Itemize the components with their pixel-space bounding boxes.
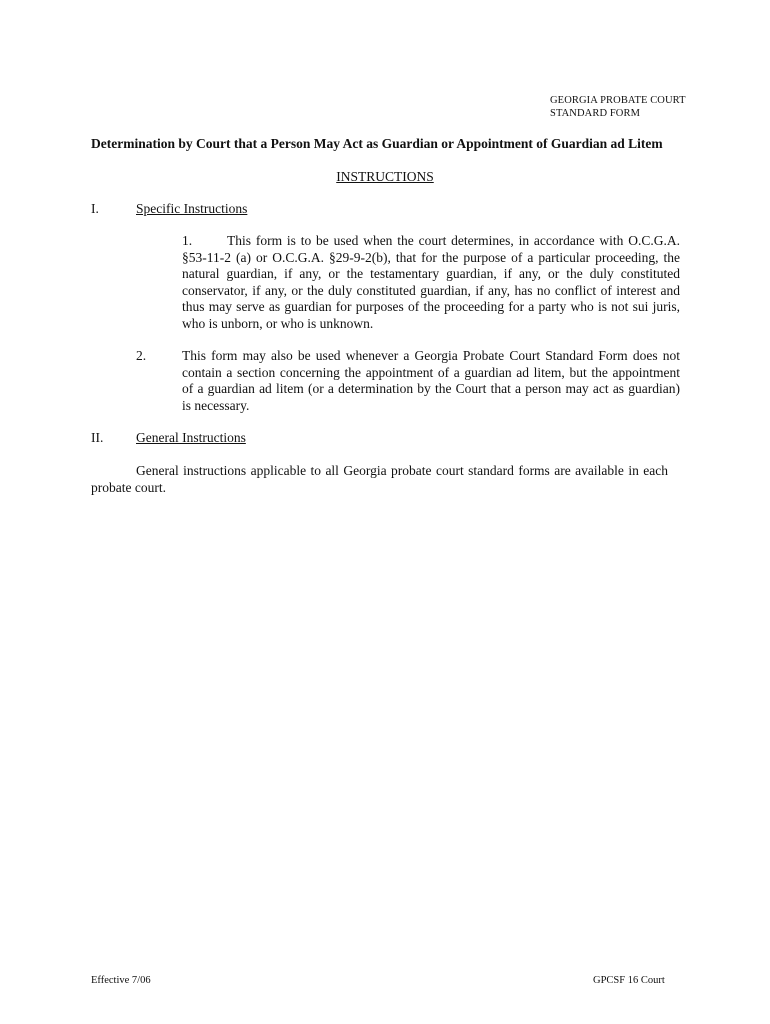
item-1-line: who is unborn, or who is unknown. <box>182 315 374 331</box>
instructions-heading-text: INSTRUCTIONS <box>336 169 434 184</box>
instruction-item-1 <box>182 233 680 332</box>
general-line: General instructions applicable to all Georgia probate court standard forms are available in each <box>136 463 668 478</box>
item-2-line: This form may also be used whenever a Georgia Probate Court Standard Form does not <box>182 348 680 363</box>
document-title: Determination by Court that a Person May Act as Guardian or Appointment of Guardian ad Litem <box>91 136 663 151</box>
instructions-heading <box>0 169 770 186</box>
section-1-number: I. <box>91 201 99 216</box>
item-1-line: 1. This form is to be used when the court determines, in accordance with O.C.G.A. <box>182 233 680 248</box>
item-2-line: is necessary. <box>182 397 250 413</box>
form-id: GPCSF 16 Court <box>593 975 665 986</box>
item-2-line: of a guardian ad litem (or a determination by the Court that a person may act as guardian) <box>182 381 680 396</box>
item-1-line: §53-11-2 (a) or O.C.G.A. §29-9-2(b), that for the purpose of a particular proceeding, the <box>182 249 680 265</box>
item-1-line: conservator, if any, or the duly constituted guardian, if any, has no conflict of interest and <box>182 282 680 298</box>
court-name: GEORGIA PROBATE COURT <box>550 95 686 106</box>
item-1-number: 1. <box>182 233 193 248</box>
section-1-title: Specific Instructions <box>136 201 248 216</box>
general-instructions-paragraph <box>91 463 668 496</box>
item-1-line: thus may serve as guardian for purposes of the proceeding for a party who is not sui juris, <box>182 299 680 314</box>
form-header <box>550 94 686 120</box>
item-2-line: contain a section concerning the appointment of a guardian ad litem, but the appointment <box>182 364 680 380</box>
effective-date: Effective 7/06 <box>91 975 151 986</box>
section-2-number: II. <box>91 430 104 445</box>
section-2-title: General Instructions <box>136 430 246 445</box>
general-line: probate court. <box>91 479 166 495</box>
instruction-item-2 <box>182 348 680 414</box>
item-1-line: natural guardian, if any, or the testamentary guardian, if any, or the duly constituted <box>182 266 680 281</box>
item-2-number: 2. <box>136 348 147 363</box>
form-type: STANDARD FORM <box>550 108 641 119</box>
